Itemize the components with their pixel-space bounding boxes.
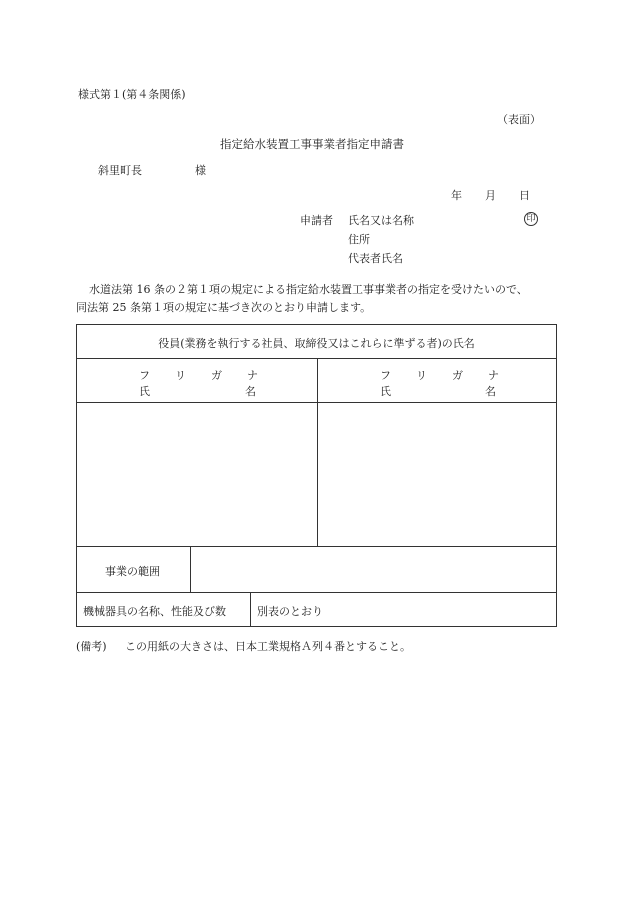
business-scope-field[interactable]	[192, 548, 554, 591]
officers-header: 役員(業務を執行する社員、取締役又はこれらに準ずる者)の氏名	[158, 337, 475, 350]
date-day: 日	[519, 189, 530, 202]
document-title: 指定給水装置工事事業者指定申請書	[220, 137, 404, 151]
table-column-rule	[190, 546, 191, 592]
applicant-address-label: 住所	[348, 233, 370, 246]
form-number: 様式第１(第４条関係)	[78, 88, 186, 101]
business-scope-label: 事業の範囲	[105, 565, 160, 578]
furigana-char: リ	[175, 369, 186, 382]
furigana-char: ナ	[488, 369, 499, 382]
officer-names-left-area[interactable]	[78, 404, 316, 545]
officer-names-right-area[interactable]	[319, 404, 555, 545]
applicant-label: 申請者	[300, 214, 333, 227]
application-table	[76, 324, 557, 627]
date-year: 年	[451, 189, 462, 202]
equipment-value: 別表のとおり	[257, 605, 323, 618]
table-rule	[77, 592, 556, 593]
name-char: 氏	[139, 385, 150, 398]
applicant-representative-label: 代表者氏名	[348, 252, 403, 265]
date-month: 月	[485, 189, 496, 202]
addressee-name: 斜里町長	[98, 164, 142, 177]
name-char: 名	[245, 385, 256, 398]
side-label: （表面）	[497, 113, 541, 126]
note-label: (備考)	[76, 640, 107, 653]
furigana-char: リ	[416, 369, 427, 382]
furigana-char: フ	[139, 369, 150, 382]
applicant-name-label: 氏名又は名称	[348, 214, 414, 227]
furigana-char: ナ	[247, 369, 258, 382]
equipment-label: 機械器具の名称、性能及び数	[83, 605, 226, 618]
furigana-char: ガ	[211, 369, 222, 382]
table-column-rule	[250, 592, 251, 627]
body-text-line-2: 同法第 25 条第１項の規定に基づき次のとおり申請します。	[76, 301, 372, 314]
furigana-char: ガ	[452, 369, 463, 382]
table-column-rule	[317, 358, 318, 546]
furigana-char: フ	[380, 369, 391, 382]
note-text: この用紙の大きさは、日本工業規格Ａ列４番とすること。	[125, 640, 411, 653]
name-char: 氏	[380, 385, 391, 398]
addressee-honorific: 様	[195, 164, 206, 177]
body-text-line-1: 水道法第 16 条の２第１項の規定による指定給水装置工事事業者の指定を受けたいので、	[89, 283, 528, 296]
table-rule	[77, 546, 556, 547]
name-char: 名	[485, 385, 496, 398]
seal-mark: 印	[524, 212, 538, 226]
